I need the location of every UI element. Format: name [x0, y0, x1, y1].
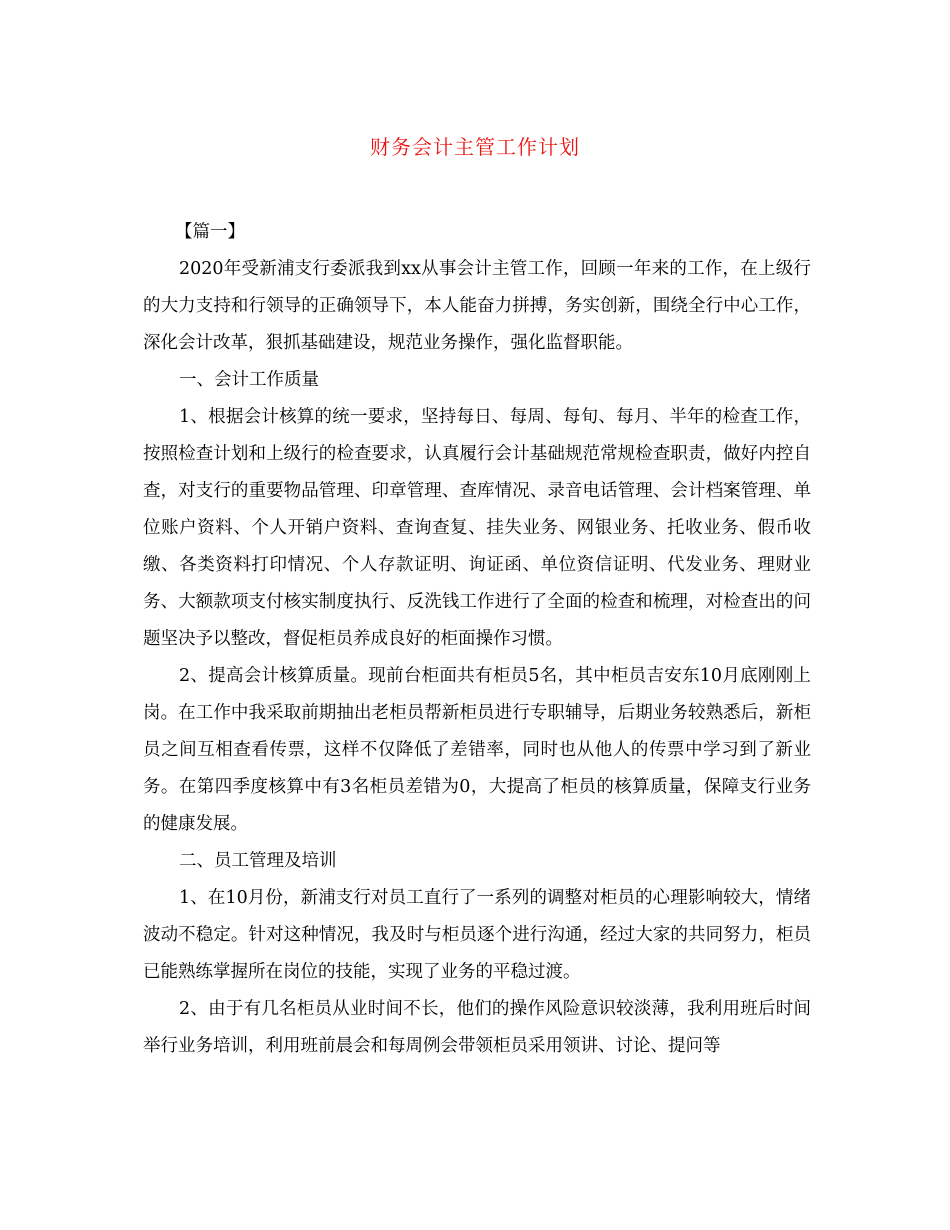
body-paragraph: 2、由于有几名柜员从业时间不长，他们的操作风险意识较淡薄，我利用班后时间举行业务培训，利用班前晨会和每周例会带领柜员采用领讲、讨论、提问等 [143, 999, 811, 1056]
document-title: 财务会计主管工作计划 [370, 135, 580, 159]
body-paragraph: 1、根据会计核算的统一要求，坚持每日、每周、每旬、每月、半年的检查工作，按照检查计划和上级行的检查要求，认真履行会计基础规范常规检查职责，做好内控自查，对支行的重要物品管理、印章管理、查库情况、录音电话管理、会计档案管理、单位账户资料、个人开销户资料、查询查复、挂失业务、网银业务、托收业务、假币收缴、各类资料打印情况、个人存款证明、询证函、单位资信证明、代发业务、理财业务、大额款项支付核实制度执行、反洗钱工作进行了全面的检查和梳理，对检查出的问题坚决予以整改，督促柜员养成良好的柜面操作习惯。 [143, 407, 811, 649]
document-body [143, 214, 811, 1065]
intro-paragraph: 2020年受新浦支行委派我到xx从事会计主管工作，回顾一年来的工作，在上级行的大力支持和行领导的正确领导下，本人能奋力拼搏，务实创新，围绕全行中心工作，深化会计改革，狠抓基础建设，规范业务操作，强化监督职能。 [143, 259, 811, 353]
section-heading: 一、会计工作质量 [179, 370, 319, 390]
body-paragraph: 1、在10月份，新浦支行对员工直行了一系列的调整对柜员的心理影响较大，情绪波动不稳定。针对这种情况，我及时与柜员逐个进行沟通，经过大家的共同努力，柜员已能熟练掌握所在岗位的技能，实现了业务的平稳过渡。 [143, 888, 811, 982]
section-tag: 【篇一】 [175, 222, 245, 242]
body-paragraph: 2、提高会计核算质量。现前台柜面共有柜员5名，其中柜员吉安东10月底刚刚上岗。在工作中我采取前期抽出老柜员帮新柜员进行专职辅导，后期业务较熟悉后，新柜员之间互相查看传票，这样不仅降低了差错率，同时也从他人的传票中学习到了新业务。在第四季度核算中有3名柜员差错为0，大提高了柜员的核算质量，保障支行业务的健康发展。 [143, 666, 811, 834]
section-heading: 二、员工管理及培训 [179, 851, 337, 871]
